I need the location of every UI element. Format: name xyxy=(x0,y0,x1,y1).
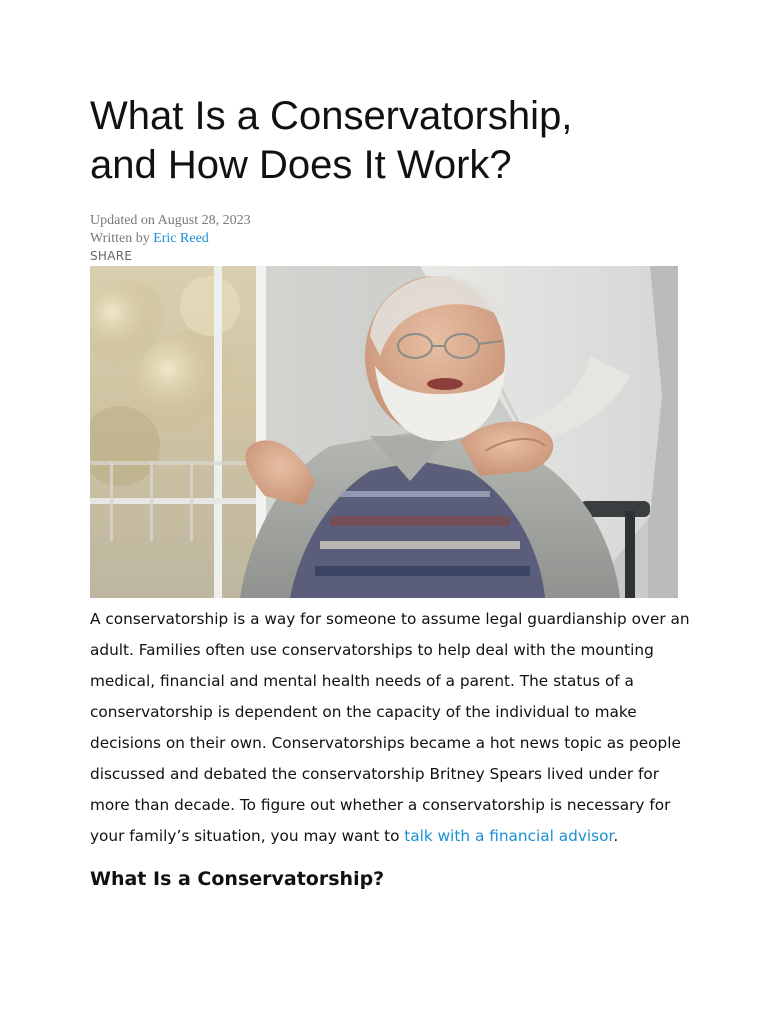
intro-last-prefix: your family’s situation, you may want to xyxy=(90,827,405,845)
article-title xyxy=(90,92,680,190)
intro-last-suffix: . xyxy=(613,827,619,845)
financial-advisor-link[interactable]: talk with a financial advisor xyxy=(404,827,614,845)
title-line-1: What Is a Conservatorship, xyxy=(90,94,573,138)
intro-line: more than decade. To figure out whether a conservatorship is necessary for xyxy=(90,796,671,814)
intro-line: A conservatorship is a way for someone to assume legal guardianship over an xyxy=(90,610,690,628)
intro-line: adult. Families often use conservatorships to help deal with the mounting xyxy=(90,641,654,659)
intro-line: medical, financial and mental health needs of a parent. The status of a xyxy=(90,672,634,690)
intro-line: conservatorship is dependent on the capacity of the individual to make xyxy=(90,703,637,721)
intro-line: discussed and debated the conservatorship Britney Spears lived under for xyxy=(90,765,660,783)
section-heading: What Is a Conservatorship? xyxy=(90,868,385,890)
updated-date: Updated on August 28, 2023 xyxy=(90,213,251,228)
byline-prefix: Written by xyxy=(90,231,154,246)
intro-line-last xyxy=(90,821,690,852)
hero-image xyxy=(90,266,678,598)
byline xyxy=(90,230,251,248)
article-meta xyxy=(90,212,251,248)
intro-line: decisions on their own. Conservatorships became a hot news topic as people xyxy=(90,734,681,752)
article-intro xyxy=(90,604,690,852)
title-line-2: and How Does It Work? xyxy=(90,143,512,187)
author-link[interactable]: Eric Reed xyxy=(153,231,209,246)
share-button[interactable]: SHARE xyxy=(90,249,133,263)
